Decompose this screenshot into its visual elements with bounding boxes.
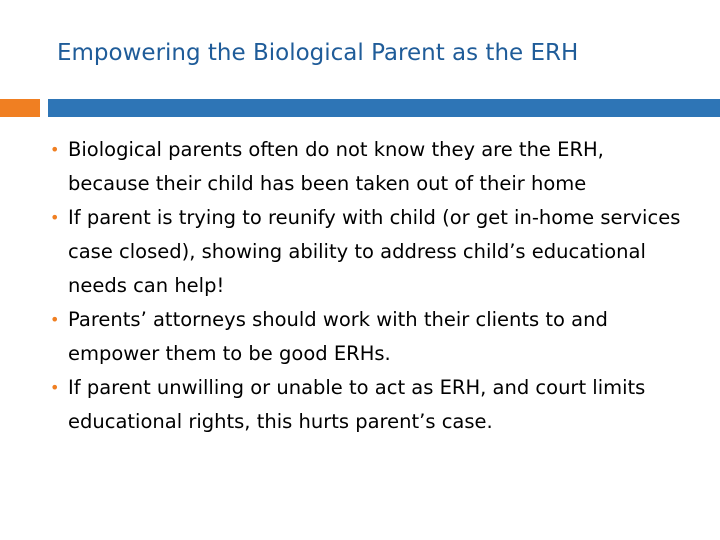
accent-bar-orange [0, 99, 40, 117]
bullet-text: If parent is trying to reunify with child (or get in-home services case closed), showing ability to address child’s educational needs can help! [68, 206, 681, 297]
bullet-item [50, 201, 690, 303]
bullet-item [50, 303, 690, 371]
bullet-item [50, 371, 690, 439]
bullet-text: If parent unwilling or unable to act as ERH, and court limits educational rights, this hurts parent’s case. [68, 376, 646, 433]
bullet-dot-icon: • [50, 208, 60, 227]
accent-bar-blue [48, 99, 720, 117]
bullet-item [50, 133, 690, 201]
slide-title: Empowering the Biological Parent as the ERH [57, 40, 579, 66]
bullet-dot-icon: • [50, 378, 60, 397]
bullet-list [50, 133, 690, 439]
bullet-text: Parents’ attorneys should work with their clients to and empower them to be good ERHs. [68, 308, 608, 365]
bullet-dot-icon: • [50, 140, 60, 159]
bullet-dot-icon: • [50, 310, 60, 329]
bullet-text: Biological parents often do not know they are the ERH, because their child has been taken out of their home [68, 138, 604, 195]
